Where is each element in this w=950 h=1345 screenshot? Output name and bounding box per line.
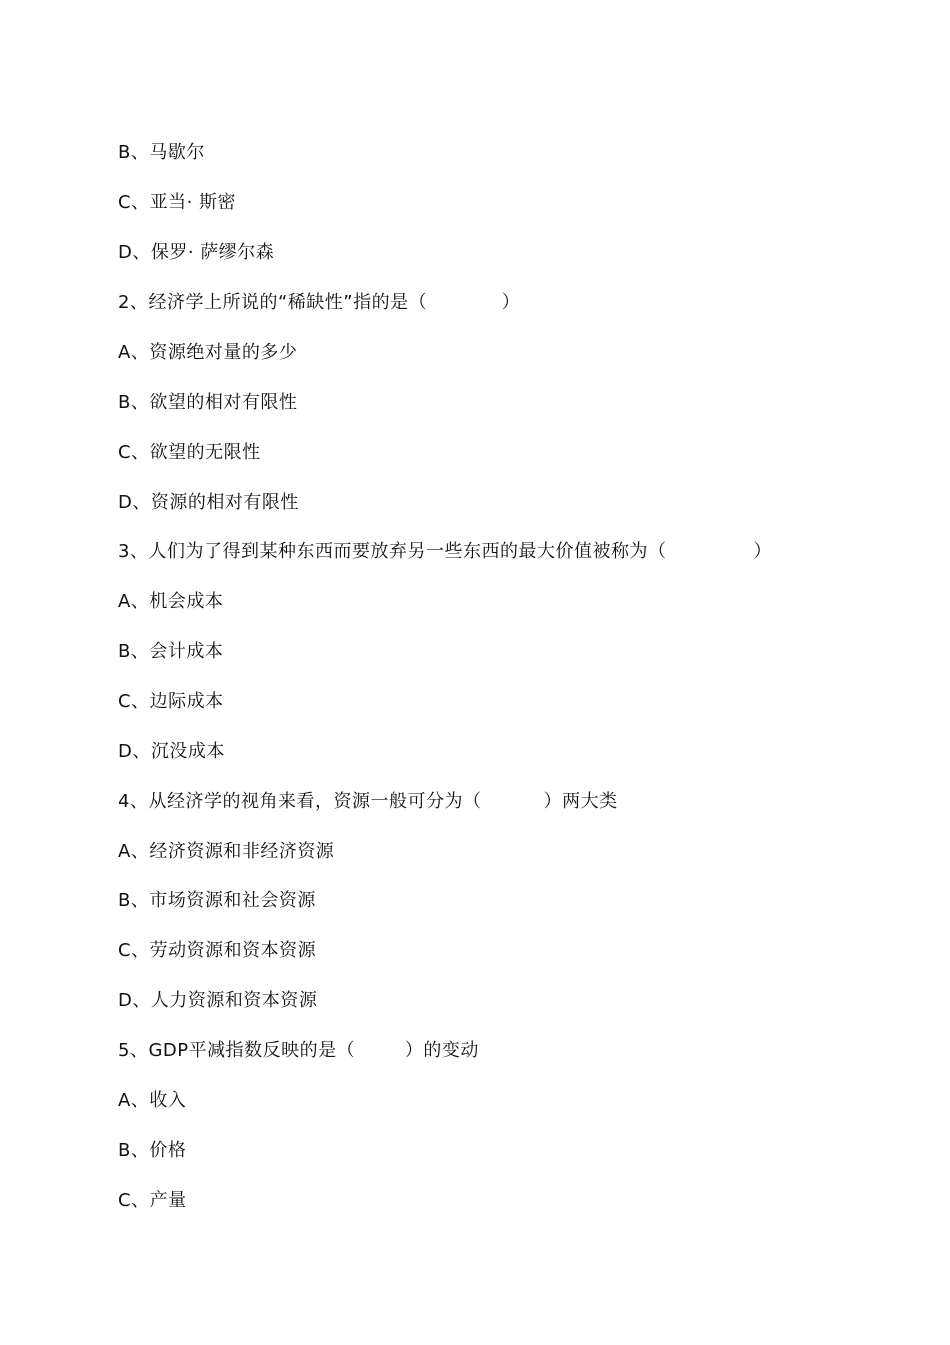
option-d-q1: D、保罗· 萨缪尔森 xyxy=(118,242,275,263)
option-c-q3: C、边际成本 xyxy=(118,691,224,712)
option-c-q5: C、产量 xyxy=(118,1190,187,1211)
question-4: 4、从经济学的视角来看，资源一般可分为（ ）两大类 xyxy=(118,791,618,812)
option-b-q3: B、会计成本 xyxy=(118,641,224,662)
option-c-q2: C、欲望的无限性 xyxy=(118,442,261,463)
option-b-q1: B、马歇尔 xyxy=(118,142,205,163)
option-d-q4: D、人力资源和资本资源 xyxy=(118,990,318,1011)
option-b-q2: B、欲望的相对有限性 xyxy=(118,392,298,413)
option-a-q3: A、机会成本 xyxy=(118,591,224,612)
option-b-q4: B、市场资源和社会资源 xyxy=(118,890,316,911)
option-b-q5: B、价格 xyxy=(118,1140,187,1161)
question-2: 2、经济学上所说的“稀缺性”指的是（ ） xyxy=(118,292,521,313)
option-d-q3: D、沉没成本 xyxy=(118,741,225,762)
option-a-q2: A、资源绝对量的多少 xyxy=(118,342,298,363)
option-d-q2: D、资源的相对有限性 xyxy=(118,492,299,513)
option-c-q1: C、亚当· 斯密 xyxy=(118,192,237,213)
option-c-q4: C、劳动资源和资本资源 xyxy=(118,940,317,961)
option-a-q4: A、经济资源和非经济资源 xyxy=(118,841,335,862)
option-a-q5: A、收入 xyxy=(118,1090,187,1111)
question-3: 3、人们为了得到某种东西而要放弃另一些东西的最大价值被称为（ ） xyxy=(118,541,773,562)
question-5: 5、GDP平减指数反映的是（ ）的变动 xyxy=(118,1040,479,1061)
